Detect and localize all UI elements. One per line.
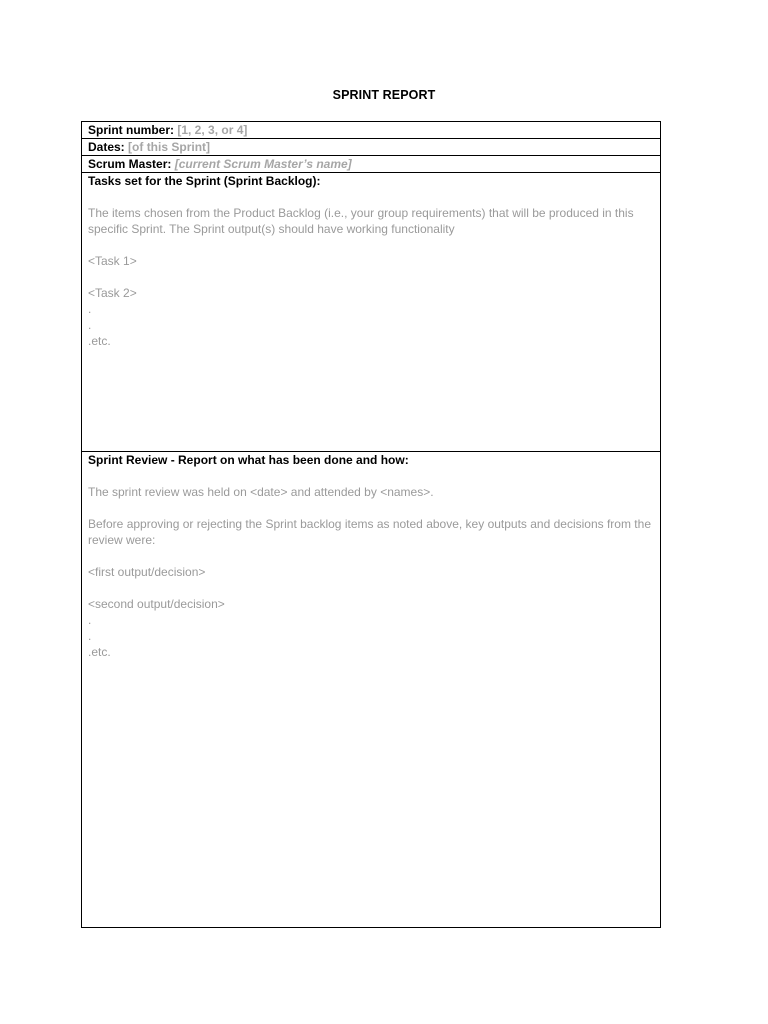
review-output-2: <second output/decision>	[88, 597, 225, 611]
scrum-master-label: Scrum Master:	[88, 157, 172, 171]
sprint-review-section[interactable]	[82, 452, 660, 927]
scrum-master-row	[82, 156, 660, 173]
dates-label: Dates:	[88, 140, 125, 154]
review-intro-text: Before approving or rejecting the Sprint backlog items as noted above, key outputs and decisions from the review were:	[88, 517, 651, 547]
review-dot-1: .	[88, 613, 92, 627]
backlog-dot-1: .	[88, 302, 92, 316]
review-heading: Sprint Review - Report on what has been done and how:	[88, 453, 409, 467]
sprint-number-row	[82, 122, 660, 139]
review-etc: .etc.	[88, 645, 111, 659]
backlog-heading: Tasks set for the Sprint (Sprint Backlog):	[88, 174, 321, 188]
sprint-number-value[interactable]: [1, 2, 3, or 4]	[177, 123, 248, 137]
sprint-backlog-section[interactable]	[82, 173, 660, 452]
review-held-text: The sprint review was held on <date> and attended by <names>.	[88, 485, 434, 499]
review-output-1: <first output/decision>	[88, 565, 206, 579]
backlog-task-1: <Task 1>	[88, 254, 137, 268]
scrum-master-value[interactable]: [current Scrum Master’s name]	[174, 157, 352, 171]
backlog-dot-2: .	[88, 318, 92, 332]
dates-row	[82, 139, 660, 156]
sprint-report-table	[81, 121, 661, 928]
dates-value[interactable]: [of this Sprint]	[128, 140, 211, 154]
page-title: SPRINT REPORT	[332, 88, 436, 102]
backlog-description: The items chosen from the Product Backlog (i.e., your group requirements) that will be produced in this specific Sprint. The Sprint output(s) should have working functionality	[88, 206, 634, 236]
review-dot-2: .	[88, 629, 92, 643]
sprint-number-label: Sprint number:	[88, 123, 174, 137]
backlog-task-2: <Task 2>	[88, 286, 137, 300]
backlog-etc: .etc.	[88, 334, 111, 348]
